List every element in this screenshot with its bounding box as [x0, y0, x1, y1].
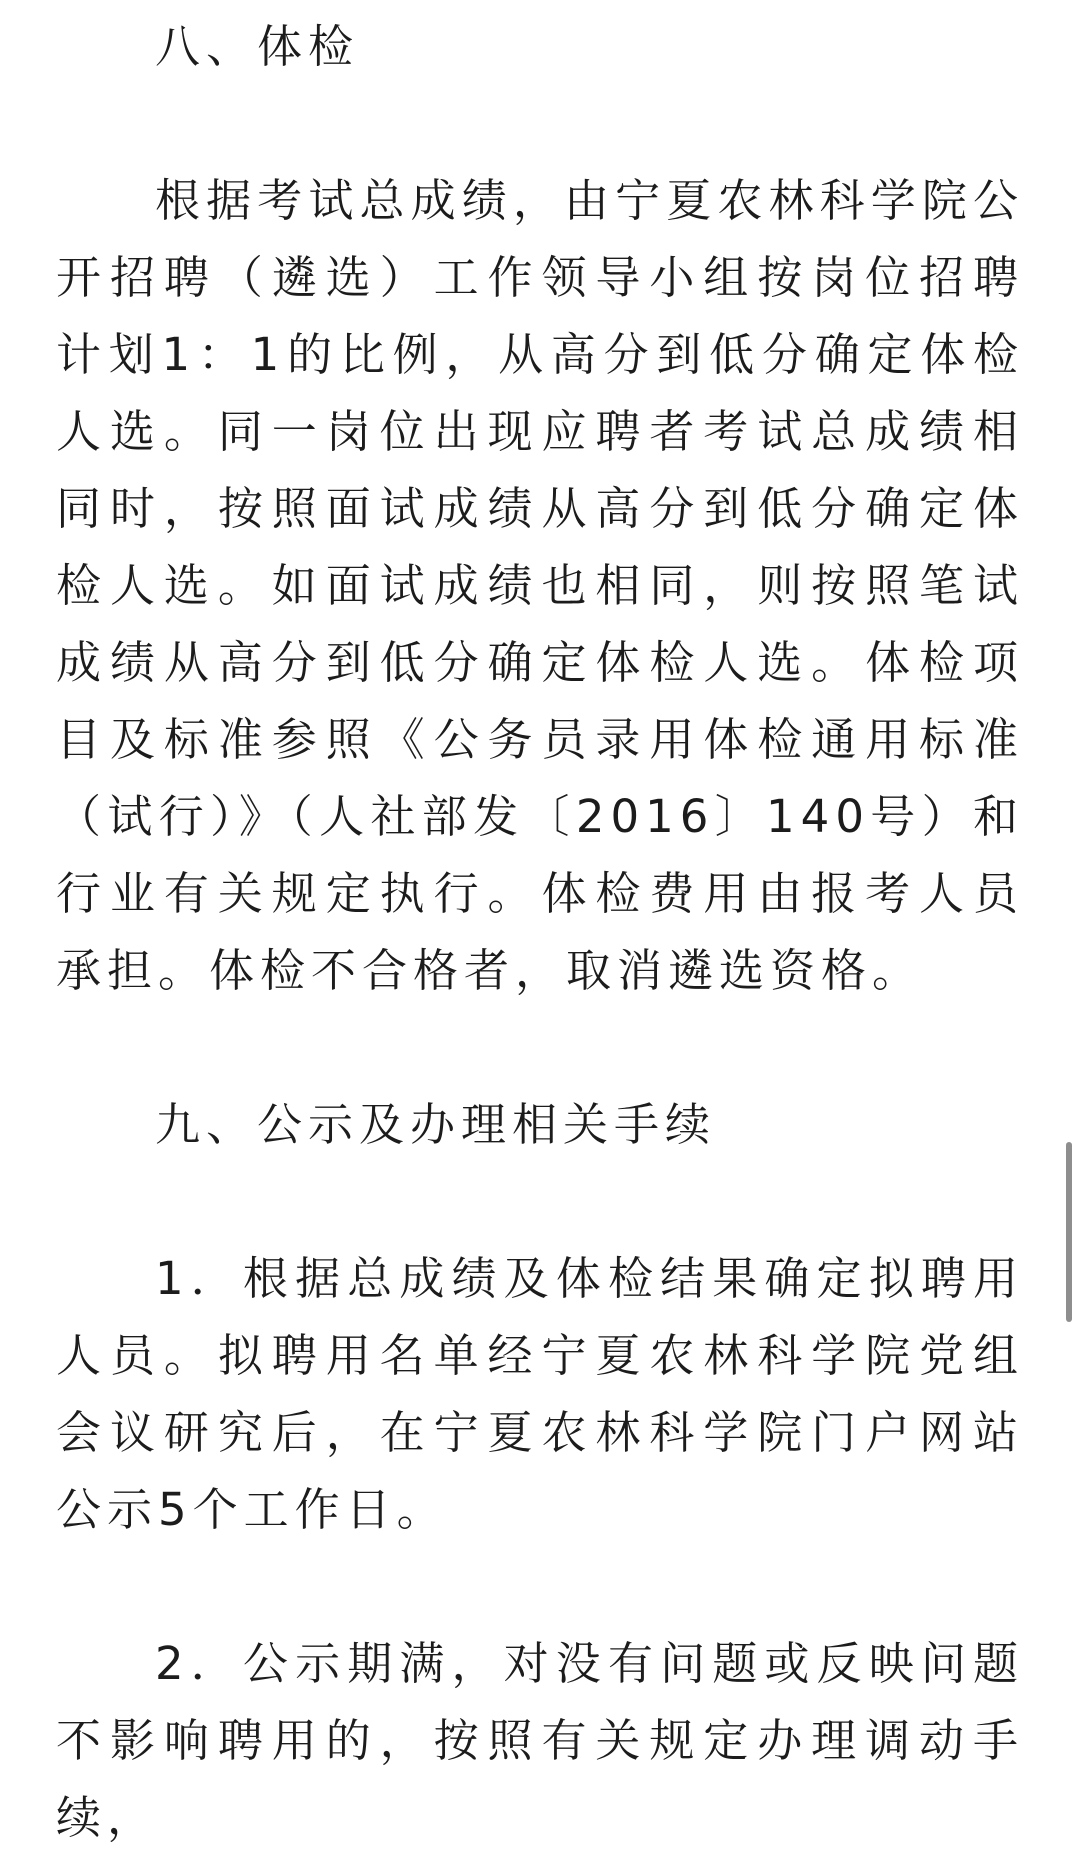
spacer [56, 85, 1024, 162]
section-8-title: 八、体检 [155, 20, 360, 73]
section-9-title: 九、公示及办理相关手续 [155, 1098, 717, 1151]
spacer [56, 1163, 1024, 1240]
section-9-item-1: 1．根据总成绩及体检结果确定拟聘用人员。拟聘用名单经宁夏农林科学院党组会议研究后，在宁夏农林科学院门户网站公示5个工作日。 [56, 1252, 1024, 1536]
spacer [56, 1548, 1024, 1625]
article-body [56, 8, 1024, 1856]
spacer [56, 1009, 1024, 1086]
section-8-paragraph: 根据考试总成绩，由宁夏农林科学院公开招聘（遴选）工作领导小组按岗位招聘计划1：1的比例，从高分到低分确定体检人选。同一岗位出现应聘者考试总成绩相同时，按照面试成绩从高分到低分确定体检人选。如面试成绩也相同，则按照笔试成绩从高分到低分确定体检人选。体检项目及标准参照《公务员录用体检通用标准（试行）》（人社部发〔2016〕140号）和行业有关规定执行。体检费用由报考人员承担。体检不合格者，取消遴选资格。 [56, 174, 1024, 997]
scrollbar-thumb[interactable] [1066, 1142, 1072, 1322]
section-9-item-2: 2．公示期满，对没有问题或反映问题不影响聘用的，按照有关规定办理调动手续， [56, 1637, 1024, 1844]
